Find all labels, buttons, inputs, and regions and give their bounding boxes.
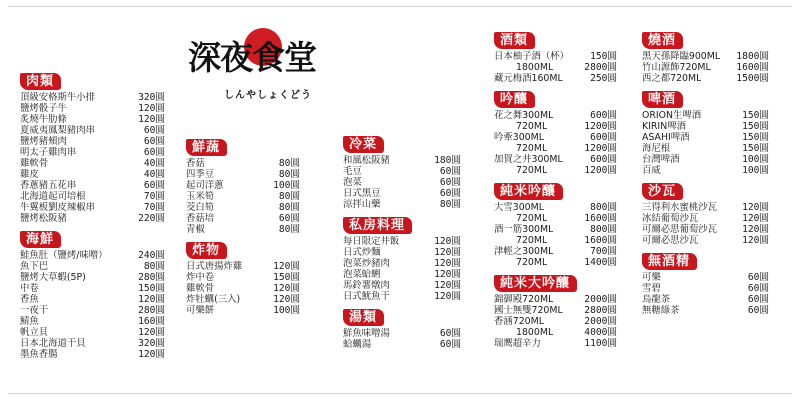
menu-item bbox=[20, 316, 165, 327]
item-price: 60圓 bbox=[439, 188, 461, 199]
item-name: 720ML bbox=[516, 257, 548, 268]
item-price: 120圓 bbox=[273, 283, 300, 294]
item-name: 竹山源飾720ML bbox=[642, 62, 711, 73]
item-name: 酒一筋300ML bbox=[494, 224, 554, 235]
item-price: 120圓 bbox=[138, 349, 165, 360]
item-name: 國士無雙720ML bbox=[494, 305, 563, 316]
item-price: 250圓 bbox=[590, 73, 617, 84]
menu-item bbox=[494, 338, 617, 349]
menu-item bbox=[494, 235, 617, 246]
menu-item bbox=[494, 62, 617, 73]
menu-item bbox=[494, 294, 617, 305]
section-liquor bbox=[494, 29, 617, 84]
item-price: 1200圓 bbox=[584, 165, 617, 176]
menu-item bbox=[186, 191, 300, 202]
item-name: 鹽烤豬頰肉 bbox=[20, 136, 67, 147]
menu-item bbox=[642, 143, 769, 154]
item-price: 150圓 bbox=[742, 143, 769, 154]
section-sour bbox=[642, 180, 769, 246]
item-price: 70圓 bbox=[143, 202, 165, 213]
menu-item bbox=[20, 114, 165, 125]
menu-item bbox=[494, 154, 617, 165]
menu-item bbox=[20, 213, 165, 224]
item-price: 80圓 bbox=[278, 191, 300, 202]
item-name: 泡菜蛤蜊 bbox=[343, 269, 381, 280]
item-price: 100圓 bbox=[742, 154, 769, 165]
menu-item bbox=[642, 110, 769, 121]
item-price: 2800圓 bbox=[584, 305, 617, 316]
item-name: 墨魚香腸 bbox=[20, 349, 58, 360]
item-name: 1800ML bbox=[516, 327, 554, 338]
item-price: 2000圓 bbox=[584, 316, 617, 327]
item-name: 泡菜 bbox=[343, 177, 362, 188]
item-name: 頂級安格斯牛小排 bbox=[20, 92, 96, 103]
menu-item bbox=[343, 166, 461, 177]
menu-item bbox=[343, 269, 461, 280]
item-price: 1400圓 bbox=[584, 257, 617, 268]
item-price: 60圓 bbox=[143, 125, 165, 136]
item-price: 280圓 bbox=[138, 272, 165, 283]
column-5 bbox=[642, 29, 769, 320]
item-price: 120圓 bbox=[434, 258, 461, 269]
item-price: 1600圓 bbox=[584, 213, 617, 224]
menu-item bbox=[494, 121, 617, 132]
item-price: 60圓 bbox=[143, 147, 165, 158]
item-price: 120圓 bbox=[273, 261, 300, 272]
item-name: 720ML bbox=[516, 213, 548, 224]
item-name: 可爾必思沙瓦 bbox=[642, 235, 699, 246]
section-header-liquor: 酒類 bbox=[494, 32, 535, 49]
menu-item bbox=[343, 280, 461, 291]
menu-item bbox=[642, 305, 769, 316]
item-name: 一夜干 bbox=[20, 305, 49, 316]
item-price: 600圓 bbox=[590, 132, 617, 143]
item-name: 炙燒牛肋條 bbox=[20, 114, 67, 125]
item-name: 津輕之300ML bbox=[494, 246, 554, 257]
menu-item bbox=[343, 291, 461, 302]
item-name: 瑞鹰超辛力 bbox=[494, 338, 541, 349]
menu-item bbox=[20, 191, 165, 202]
section-header-junmai: 純米吟釀 bbox=[494, 183, 563, 200]
item-name: 海尼根 bbox=[642, 143, 671, 154]
section-header-shochu: 燒酒 bbox=[642, 32, 683, 49]
item-price: 60圓 bbox=[439, 339, 461, 350]
item-price: 150圓 bbox=[138, 283, 165, 294]
menu-item bbox=[20, 92, 165, 103]
item-name: 夏威夷鳳梨豬肉串 bbox=[20, 125, 96, 136]
item-price: 120圓 bbox=[434, 280, 461, 291]
item-price: 120圓 bbox=[434, 247, 461, 258]
item-name: 藏元梅酒160ML bbox=[494, 73, 563, 84]
item-price: 1100圓 bbox=[584, 338, 617, 349]
menu-item bbox=[343, 199, 461, 210]
menu-item bbox=[20, 169, 165, 180]
item-price: 80圓 bbox=[278, 224, 300, 235]
item-price: 120圓 bbox=[138, 294, 165, 305]
item-price: 2000圓 bbox=[584, 294, 617, 305]
item-price: 800圓 bbox=[590, 224, 617, 235]
logo-title: 深夜食堂 bbox=[188, 38, 316, 77]
item-name: 炸牡蠣(三入) bbox=[186, 294, 241, 305]
item-price: 180圓 bbox=[434, 155, 461, 166]
item-name: 花之舞300ML bbox=[494, 110, 554, 121]
item-name: 馬鈴薯燉肉 bbox=[343, 280, 390, 291]
menu-item bbox=[494, 51, 617, 62]
section-non-alcoholic bbox=[642, 250, 769, 316]
item-price: 120圓 bbox=[742, 224, 769, 235]
item-name: 日本柚子酒（杯） bbox=[494, 51, 570, 62]
menu-item bbox=[20, 180, 165, 191]
section-header-soup: 湯類 bbox=[343, 309, 384, 326]
item-price: 120圓 bbox=[742, 235, 769, 246]
item-price: 320圓 bbox=[138, 338, 165, 349]
item-name: 烏龍茶 bbox=[642, 294, 671, 305]
item-name: 可樂餅 bbox=[186, 305, 215, 316]
menu-item bbox=[186, 158, 300, 169]
item-name: 毛豆 bbox=[343, 166, 362, 177]
item-price: 120圓 bbox=[742, 202, 769, 213]
menu-item bbox=[642, 121, 769, 132]
item-name: 雞軟骨 bbox=[20, 158, 49, 169]
menu-item bbox=[494, 110, 617, 121]
top-border bbox=[8, 6, 792, 7]
item-name: 日本北海道干貝 bbox=[20, 338, 86, 349]
menu-item bbox=[642, 294, 769, 305]
item-name: 青椒 bbox=[186, 224, 205, 235]
item-name: 黑天孫降臨900ML bbox=[642, 51, 721, 62]
item-price: 120圓 bbox=[434, 236, 461, 247]
section-beer bbox=[642, 88, 769, 176]
menu-item bbox=[642, 62, 769, 73]
item-name: 起司洋蔥 bbox=[186, 180, 224, 191]
menu-item bbox=[642, 73, 769, 84]
item-price: 1600圓 bbox=[736, 62, 769, 73]
item-name: 可樂 bbox=[642, 272, 661, 283]
item-price: 60圓 bbox=[143, 180, 165, 191]
item-price: 100圓 bbox=[273, 305, 300, 316]
item-name: 百威 bbox=[642, 165, 661, 176]
section-header-daiginjo: 純米大吟釀 bbox=[494, 275, 577, 292]
item-price: 70圓 bbox=[143, 191, 165, 202]
item-price: 60圓 bbox=[439, 328, 461, 339]
menu-item bbox=[642, 213, 769, 224]
item-price: 160圓 bbox=[138, 316, 165, 327]
menu-item bbox=[642, 202, 769, 213]
item-name: 可爾必思葡萄沙瓦 bbox=[642, 224, 718, 235]
menu-item bbox=[186, 283, 300, 294]
menu-item bbox=[494, 224, 617, 235]
menu-item bbox=[20, 305, 165, 316]
menu-item bbox=[20, 136, 165, 147]
menu-item bbox=[186, 305, 300, 316]
menu-item bbox=[343, 188, 461, 199]
item-name: 香菇培 bbox=[186, 213, 215, 224]
item-price: 80圓 bbox=[143, 261, 165, 272]
section-junmai-daiginjo bbox=[494, 272, 617, 349]
item-name: 鮮魚味噌湯 bbox=[343, 328, 390, 339]
menu-item bbox=[20, 294, 165, 305]
item-price: 120圓 bbox=[138, 103, 165, 114]
menu-item bbox=[20, 103, 165, 114]
item-name: 香涵720ML bbox=[494, 316, 544, 327]
menu-item bbox=[494, 143, 617, 154]
section-soup bbox=[343, 306, 461, 350]
item-price: 120圓 bbox=[138, 114, 165, 125]
item-name: 香魚 bbox=[20, 294, 39, 305]
item-price: 80圓 bbox=[278, 169, 300, 180]
item-name: 720ML bbox=[516, 165, 548, 176]
item-name: 鮭魚肚（鹽烤/味噌） bbox=[20, 250, 108, 261]
menu-item bbox=[186, 261, 300, 272]
menu-item bbox=[186, 180, 300, 191]
item-price: 60圓 bbox=[747, 283, 769, 294]
item-price: 2800圓 bbox=[584, 62, 617, 73]
menu-item bbox=[642, 51, 769, 62]
section-header-seafood: 海鮮 bbox=[20, 231, 61, 248]
column-2 bbox=[186, 136, 300, 320]
item-price: 320圓 bbox=[138, 92, 165, 103]
section-header-cold: 冷菜 bbox=[343, 136, 384, 153]
menu-item bbox=[343, 155, 461, 166]
item-price: 60圓 bbox=[747, 272, 769, 283]
item-price: 120圓 bbox=[273, 294, 300, 305]
menu-item bbox=[494, 165, 617, 176]
menu-item bbox=[642, 272, 769, 283]
item-name: 和風松阪豬 bbox=[343, 155, 390, 166]
section-header-fried: 炸物 bbox=[186, 242, 227, 259]
item-name: 西之都720ML bbox=[642, 73, 702, 84]
item-price: 60圓 bbox=[439, 166, 461, 177]
item-price: 60圓 bbox=[439, 177, 461, 188]
menu-item bbox=[494, 213, 617, 224]
item-name: 720ML bbox=[516, 121, 548, 132]
item-price: 150圓 bbox=[742, 132, 769, 143]
item-name: 玉米筍 bbox=[186, 191, 215, 202]
item-name: 茭白筍 bbox=[186, 202, 215, 213]
item-name: 泡菜炒豬肉 bbox=[343, 258, 390, 269]
section-header-soft: 無酒精 bbox=[642, 253, 697, 270]
item-price: 120圓 bbox=[138, 327, 165, 338]
item-price: 120圓 bbox=[742, 213, 769, 224]
section-seafood bbox=[20, 228, 165, 360]
item-name: 雞皮 bbox=[20, 169, 39, 180]
item-price: 60圓 bbox=[747, 294, 769, 305]
column-3 bbox=[343, 133, 461, 354]
menu-item bbox=[20, 327, 165, 338]
item-name: 鯖魚 bbox=[20, 316, 39, 327]
item-name: 加賀之井300ML bbox=[494, 154, 563, 165]
column-4 bbox=[494, 29, 617, 353]
menu-item bbox=[642, 235, 769, 246]
item-price: 150圓 bbox=[590, 51, 617, 62]
item-name: 鹽烤松阪豬 bbox=[20, 213, 67, 224]
menu-item bbox=[186, 272, 300, 283]
item-price: 600圓 bbox=[590, 154, 617, 165]
item-name: 雞軟骨 bbox=[186, 283, 215, 294]
item-name: 雪碧 bbox=[642, 283, 661, 294]
item-price: 120圓 bbox=[434, 269, 461, 280]
menu-item bbox=[186, 294, 300, 305]
item-name: 日式炒麵 bbox=[343, 247, 381, 258]
item-price: 1600圓 bbox=[584, 235, 617, 246]
menu-item bbox=[494, 246, 617, 257]
item-price: 80圓 bbox=[278, 202, 300, 213]
item-price: 150圓 bbox=[273, 272, 300, 283]
menu-item bbox=[20, 125, 165, 136]
item-price: 600圓 bbox=[590, 110, 617, 121]
item-name: 三得利水蜜桃沙瓦 bbox=[642, 202, 718, 213]
menu-item bbox=[494, 316, 617, 327]
item-name: 四季豆 bbox=[186, 169, 215, 180]
menu-item bbox=[494, 132, 617, 143]
item-name: 1800ML bbox=[516, 62, 554, 73]
section-fried bbox=[186, 239, 300, 316]
item-price: 40圓 bbox=[143, 158, 165, 169]
item-name: 中卷 bbox=[20, 283, 39, 294]
menu-item bbox=[186, 224, 300, 235]
item-price: 120圓 bbox=[434, 291, 461, 302]
menu-item bbox=[343, 258, 461, 269]
section-header-beer: 啤酒 bbox=[642, 91, 683, 108]
section-header-chef: 私房料理 bbox=[343, 217, 412, 234]
item-name: 台灣啤酒 bbox=[642, 154, 680, 165]
item-name: KIRIN啤酒 bbox=[642, 121, 686, 132]
menu-item bbox=[343, 177, 461, 188]
bottom-border bbox=[8, 393, 792, 394]
item-price: 40圓 bbox=[143, 169, 165, 180]
menu-item bbox=[494, 73, 617, 84]
item-name: 明太子雞肉串 bbox=[20, 147, 77, 158]
menu-item bbox=[186, 213, 300, 224]
item-price: 60圓 bbox=[278, 213, 300, 224]
section-header-sour: 沙瓦 bbox=[642, 183, 683, 200]
menu-item bbox=[494, 257, 617, 268]
item-name: 冰結葡萄沙瓦 bbox=[642, 213, 699, 224]
item-price: 800圓 bbox=[590, 202, 617, 213]
menu-item bbox=[20, 283, 165, 294]
item-price: 4000圓 bbox=[584, 327, 617, 338]
menu-item bbox=[494, 305, 617, 316]
menu-item bbox=[20, 338, 165, 349]
item-price: 220圓 bbox=[138, 213, 165, 224]
logo-subtitle: しんやしょくどう bbox=[224, 90, 312, 101]
item-price: 1200圓 bbox=[584, 143, 617, 154]
section-meat bbox=[20, 70, 165, 224]
item-name: 720ML bbox=[516, 235, 548, 246]
section-chef-specials bbox=[343, 214, 461, 302]
item-name: 大雪300ML bbox=[494, 202, 544, 213]
section-shochu bbox=[642, 29, 769, 84]
section-cold-dishes bbox=[343, 133, 461, 210]
menu-item bbox=[343, 247, 461, 258]
menu-item bbox=[186, 169, 300, 180]
item-price: 1500圓 bbox=[736, 73, 769, 84]
item-name: 720ML bbox=[516, 143, 548, 154]
item-name: 鹽烤大草蝦(5P) bbox=[20, 272, 86, 283]
menu-item bbox=[20, 147, 165, 158]
menu-item bbox=[343, 339, 461, 350]
item-name: 蛤蠣湯 bbox=[343, 339, 372, 350]
item-price: 150圓 bbox=[742, 110, 769, 121]
item-name: 魚下巴 bbox=[20, 261, 49, 272]
menu-item bbox=[20, 202, 165, 213]
item-name: 錦御殿720ML bbox=[494, 294, 554, 305]
section-header-ginjo: 吟釀 bbox=[494, 91, 535, 108]
menu-item bbox=[642, 132, 769, 143]
item-price: 1200圓 bbox=[584, 121, 617, 132]
item-price: 150圓 bbox=[742, 121, 769, 132]
item-price: 80圓 bbox=[278, 158, 300, 169]
menu-item bbox=[642, 224, 769, 235]
menu-item bbox=[642, 165, 769, 176]
menu-item bbox=[20, 272, 165, 283]
item-name: 牛翼板劉皮辣椒串 bbox=[20, 202, 96, 213]
item-name: ASAHI啤酒 bbox=[642, 132, 690, 143]
item-name: 香菇 bbox=[186, 158, 205, 169]
item-name: 北海道起司培根 bbox=[20, 191, 86, 202]
menu-item bbox=[494, 327, 617, 338]
menu-item bbox=[343, 236, 461, 247]
menu-item bbox=[494, 202, 617, 213]
section-header-veg: 鮮蔬 bbox=[186, 139, 227, 156]
menu-item bbox=[20, 349, 165, 360]
section-vegetables bbox=[186, 136, 300, 235]
item-price: 60圓 bbox=[747, 305, 769, 316]
item-price: 60圓 bbox=[143, 136, 165, 147]
item-price: 80圓 bbox=[439, 199, 461, 210]
menu-item bbox=[642, 283, 769, 294]
menu-item bbox=[642, 154, 769, 165]
item-name: 無糖綠茶 bbox=[642, 305, 680, 316]
column-1 bbox=[20, 70, 165, 364]
item-name: 鹽烤骰子牛 bbox=[20, 103, 67, 114]
section-junmai-ginjo bbox=[494, 180, 617, 268]
item-price: 1800圓 bbox=[736, 51, 769, 62]
item-name: 炸中卷 bbox=[186, 272, 215, 283]
item-price: 100圓 bbox=[273, 180, 300, 191]
item-name: 涼拌山藥 bbox=[343, 199, 381, 210]
item-name: 日式魷魚干 bbox=[343, 291, 390, 302]
item-price: 700圓 bbox=[590, 246, 617, 257]
item-name: 帆立貝 bbox=[20, 327, 49, 338]
menu-item bbox=[186, 202, 300, 213]
restaurant-logo bbox=[178, 26, 378, 106]
item-name: 每日限定井飯 bbox=[343, 236, 400, 247]
section-header-meat: 肉類 bbox=[20, 73, 61, 90]
menu-item bbox=[20, 250, 165, 261]
item-price: 100圓 bbox=[742, 165, 769, 176]
menu-item bbox=[20, 261, 165, 272]
item-name: ORION生啤酒 bbox=[642, 110, 702, 121]
item-name: 吟牽300ML bbox=[494, 132, 544, 143]
section-ginjo bbox=[494, 88, 617, 176]
item-price: 240圓 bbox=[138, 250, 165, 261]
menu-item bbox=[343, 328, 461, 339]
item-name: 日式唐揚炸雞 bbox=[186, 261, 243, 272]
item-name: 日式黑豆 bbox=[343, 188, 381, 199]
item-price: 280圓 bbox=[138, 305, 165, 316]
item-name: 香蔥豬五花串 bbox=[20, 180, 77, 191]
menu-item bbox=[20, 158, 165, 169]
